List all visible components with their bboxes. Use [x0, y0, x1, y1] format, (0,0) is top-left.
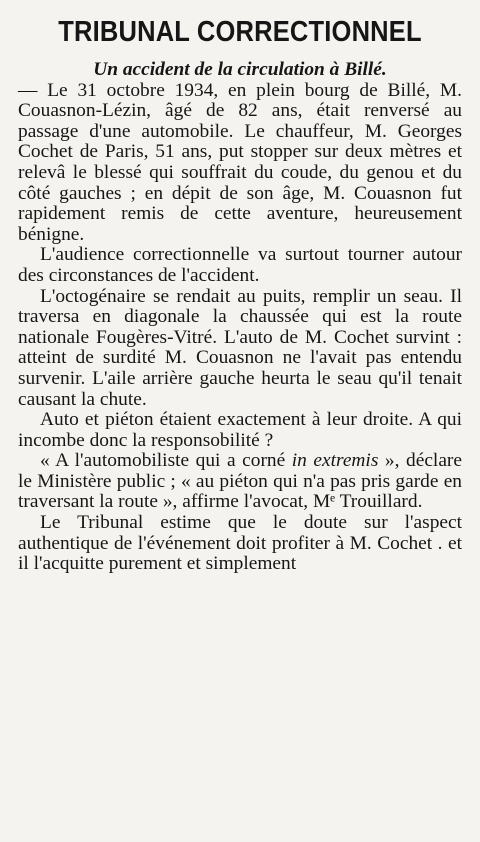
paragraph-3: L'octogénaire se rendait au puits, remplir un seau. Il traversa en diagonale la chaussée qui est la route nationale Fougères-Vitré. L'auto de M. Cochet survint : atteint de surdité M. Couasnon ne l'avait pas entendu survenir. L'aile arrière gauche heurta le seau qu'il tenait causant la chute. [18, 285, 462, 410]
paragraph-2: L'audience correctionnelle va surtout tourner autour des circonstances de l'accident. [18, 244, 462, 286]
paragraph-5-after: », déclare le Ministère public ; « au piéton qui n'a pas pris garde en traversant la route », affirme l'avocat, Mᵉ Trouillard. [18, 450, 462, 513]
article-subhead: Un accident de la circulation à Billé. [93, 59, 387, 80]
paragraph-5 [18, 451, 462, 513]
headline: TRIBUNAL CORRECTIONNEL [58, 16, 422, 48]
paragraph-1 [18, 60, 462, 245]
paragraph-5-italic: in extremis [291, 450, 379, 472]
paragraph-5-before: « A l'automobiliste qui a corné [40, 450, 292, 472]
paragraph-1-text: — Le 31 octobre 1934, en plein bourg de Billé, M. Couasnon-Lézin, âgé de 82 ans, était renversé au passage d'une automobile. Le chauffeur, M. Georges Cochet de Paris, 51 ans, put stopper sur deux mètres et relevâ le blessé qui souffrait du coude, du genou et du côté gauches ; en dépit de son âge, M. Couasnon fut rapidement remis de cette aventure, heureusement bénigne. [18, 79, 462, 245]
article-body [18, 60, 462, 575]
paragraph-4: Auto et piéton étaient exactement à leur droite. A qui incombe donc la responsobilité ? [18, 409, 462, 451]
paragraph-6: Le Tribunal estime que le doute sur l'aspect authentique de l'événement doit profiter à M. Cochet . et il l'acquitte purement et simplement [18, 512, 462, 575]
